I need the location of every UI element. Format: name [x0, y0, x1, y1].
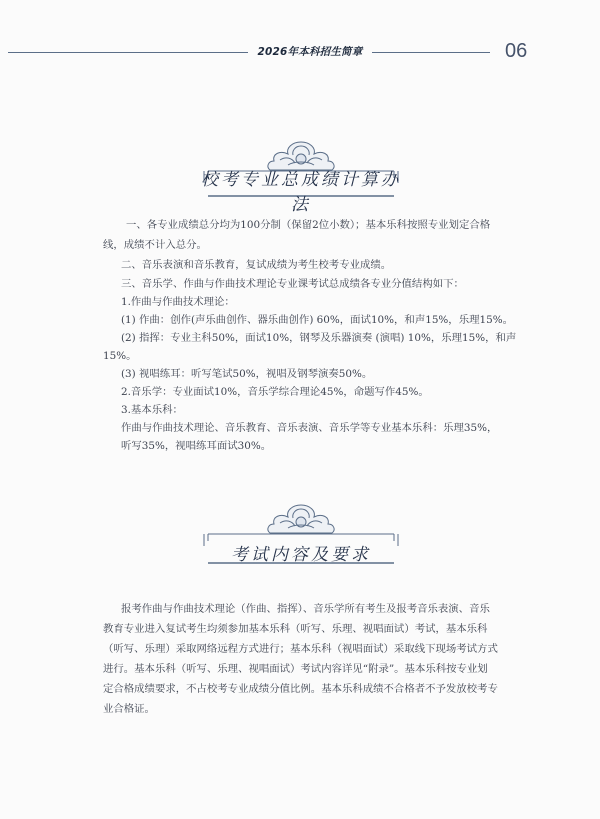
- paragraph-line: 线，成绩不计入总分。: [103, 239, 207, 251]
- header-rule-left: [8, 52, 248, 53]
- page-number: 06: [505, 40, 528, 62]
- paragraph-line: （听写、乐理）采取网络远程方式进行；基本乐科（视唱面试）采取线下现场考试方式: [103, 643, 498, 655]
- paragraph-line: 业合格证。: [103, 703, 155, 715]
- paragraph-line: 作曲与作曲技术理论、音乐教育、音乐表演、音乐学等专业基本乐科：乐理35%，: [121, 422, 498, 434]
- paragraph-line: (3) 视唱练耳：听写笔试50%，视唱及钢琴演奏50%。: [121, 368, 373, 380]
- paragraph-line: 听写35%，视唱练耳面试30%。: [121, 440, 272, 452]
- section-title-score-calculation: 校考专业总成绩计算办法: [201, 170, 401, 215]
- paragraph-line: 二、音乐表演和音乐教育，复试成绩为考生校考专业成绩。: [121, 259, 392, 271]
- paragraph-line: 1.作曲与作曲技术理论：: [121, 296, 235, 308]
- section-title-exam-content: 考试内容及要求: [231, 545, 371, 565]
- paragraph-line: 定合格成绩要求，不占校考专业成绩分值比例。基本乐科成绩不合格者不予发放校考专: [103, 683, 498, 695]
- paragraph-line: (2) 指挥：专业主科50%，面试10%，钢琴及乐器演奏 (演唱) 10%，乐理15%，和声: [121, 332, 517, 344]
- paragraph-line: (1) 作曲：创作(声乐曲创作、器乐曲创作) 60%，面试10%，和声15%，乐理15%。: [121, 314, 513, 326]
- paragraph-line: 教育专业进入复试考生均须参加基本乐科（听写、乐理、视唱面试）考试，基本乐科: [103, 623, 488, 635]
- paragraph-line: 3.基本乐科：: [121, 404, 183, 416]
- paragraph-line: 进行。基本乐科（听写、乐理、视唱面试）考试内容详见“附录”。基本乐科按专业划: [103, 663, 488, 675]
- paragraph-line: 2.音乐学：专业面试10%，音乐学综合理论45%，命题写作45%。: [121, 386, 429, 398]
- header-rule-right: [372, 52, 490, 53]
- paragraph-line: 15%。: [103, 350, 137, 362]
- paragraph-line: 一、各专业成绩总分均为100分制（保留2位小数）；基本乐科按照专业划定合格: [126, 219, 491, 231]
- header-title: 2026年本科招生简章: [257, 46, 363, 58]
- paragraph-line: 报考作曲与作曲技术理论（作曲、指挥）、音乐学所有考生及报考音乐表演、音乐: [121, 603, 490, 615]
- paragraph-line: 三、音乐学、作曲与作曲技术理论专业课考试总成绩各专业分值结构如下：: [121, 278, 464, 290]
